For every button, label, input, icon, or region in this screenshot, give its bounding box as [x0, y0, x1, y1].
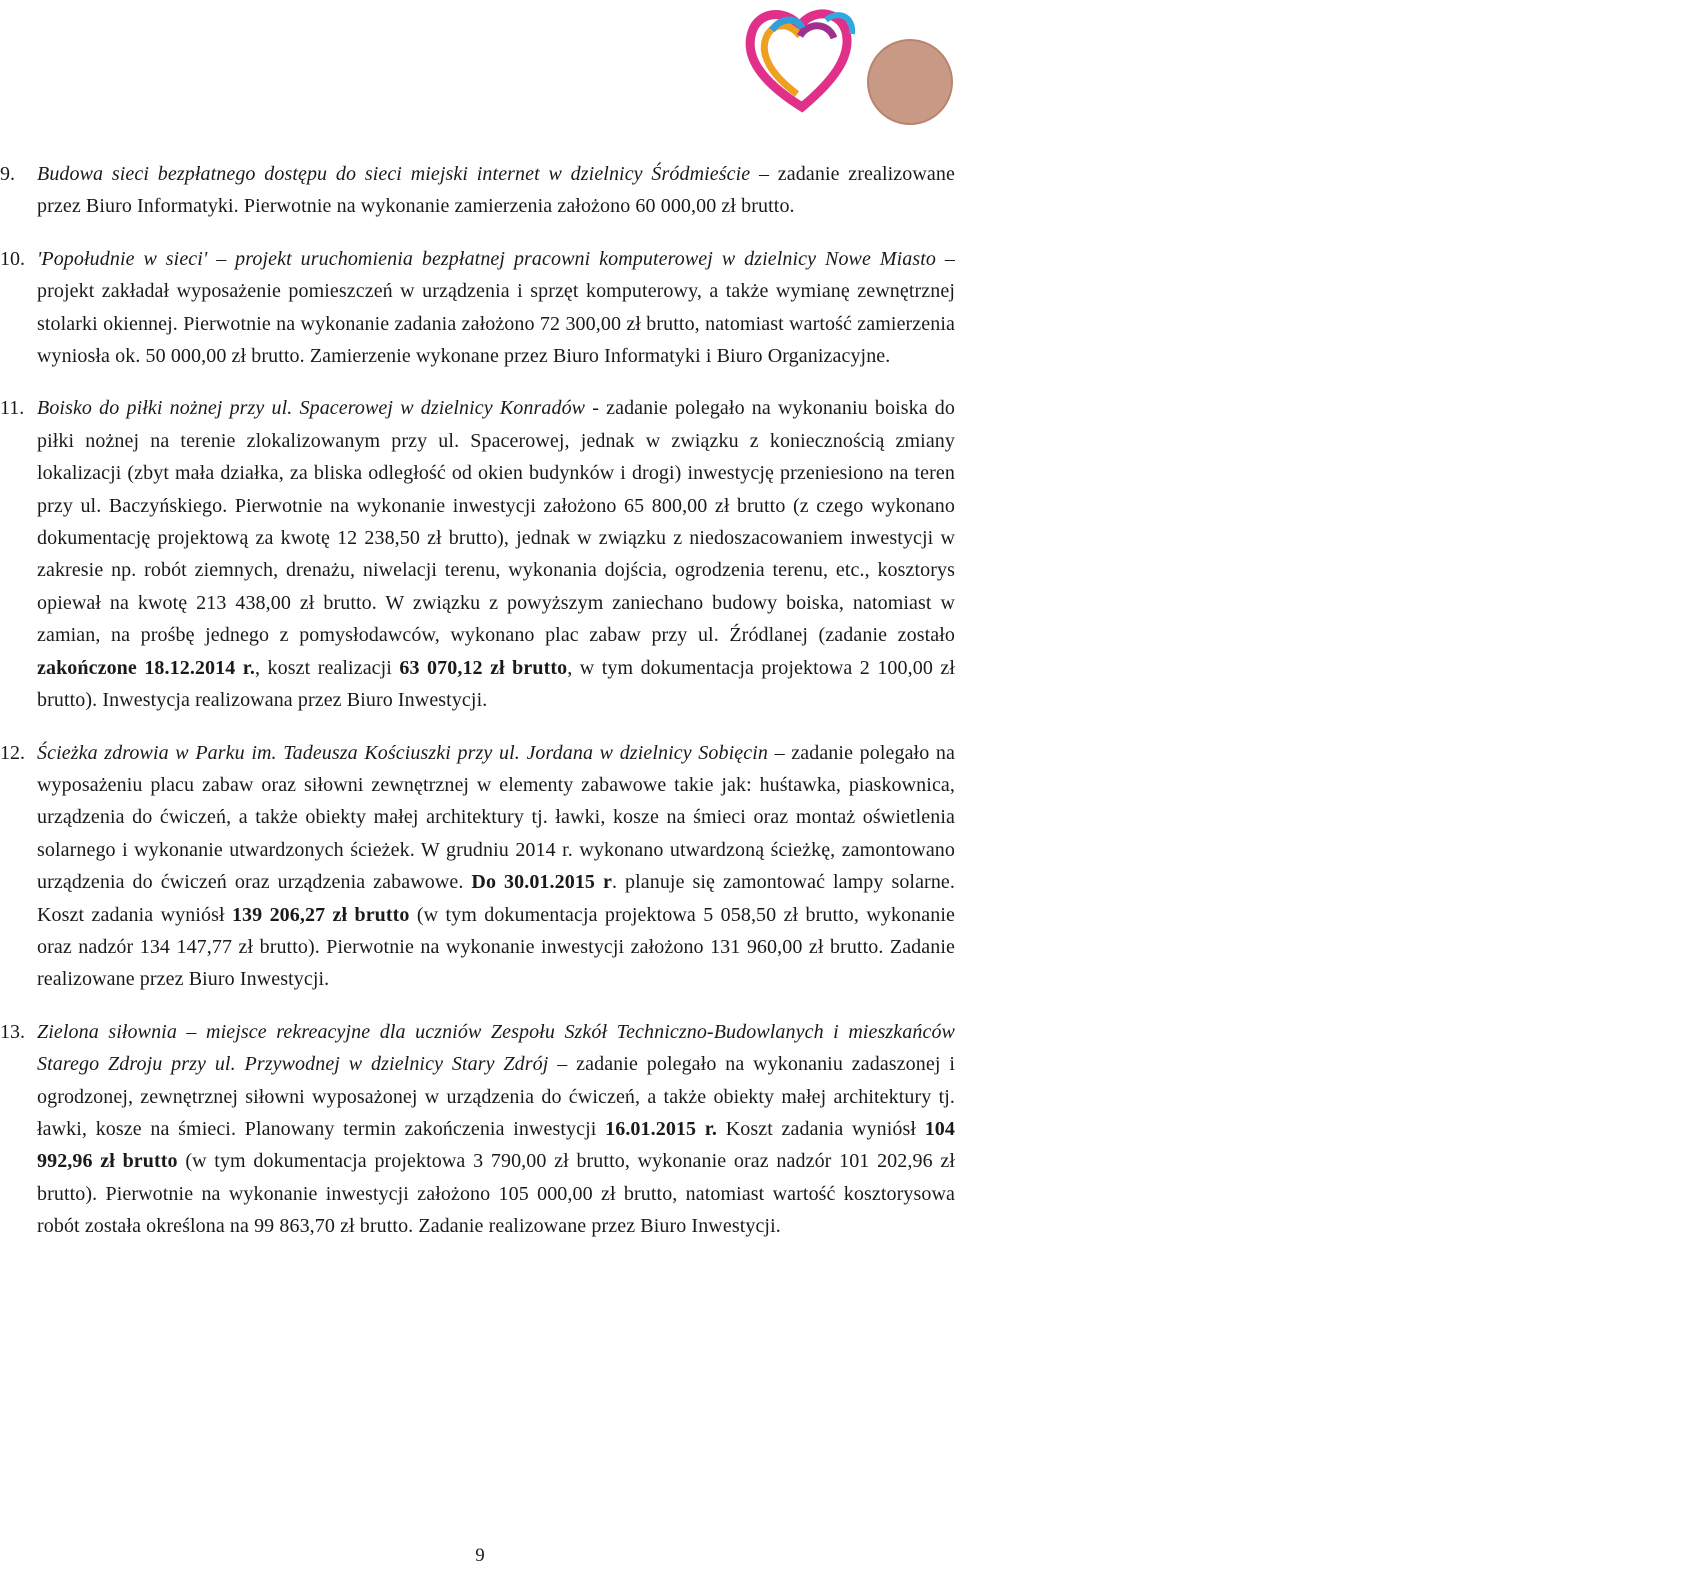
body-text: (w tym dokumentacja projektowa 3 790,00 zł brutto, wykonanie oraz nadzór 101 202,96 zł brutto). Pierwotnie na wykonanie inwestycji założono 105 000,00 zł brutto, natomiast wartość kosztorysowa robót została określona na 99 863,70 zł brutto. Zadanie realizowane przez Biuro Inwestycji. [37, 1150, 955, 1238]
logo-line-1: Wspólnota [1604, 64, 1669, 80]
list-item-13 [0, 1016, 955, 1243]
body-text: (w tym dokumentacja projektowa 5 058,50 zł brutto, wykonanie oraz nadzór 134 147,77 zł brutto). Pierwotnie na wykonanie inwestycji założono 131 960,00 zł brutto. Zadanie realizowane przez Biuro Inwestycji. [37, 903, 955, 991]
item-number: 10. [0, 247, 25, 270]
body-text: - zadanie polegało na wykonaniu boiska do piłki nożnej na terenie zlokalizowanym przy ul. Spacerowej, jednak w związku z koniecznością zmiany lokalizacji (zbyt mała działka, za bliska odległość od okien budynków i drogi) inwestycję przeniesiono na teren przy ul. Baczyńskiego. Pierwotnie na wykonanie inwestycji założono 65 800,00 zł brutto (z czego wykonano dokumentację projektową za kwotę 12 238,50 zł brutto), jednak w związku z niedoszacowaniem inwestycji w zakresie np. robót ziemnych, drenażu, niwelacji terenu, wykonania dojścia, ogrodzenia terenu, etc., kosztorys opiewał na kwotę 213 438,00 zł brutto. W związku z powyższym zaniechano budowy boiska, natomiast w zamian, na prośbę jednego z pomysłodawców, wykonano plac zabaw przy ul. Źródlanej (zadanie zostało [37, 397, 956, 647]
item-text [37, 158, 955, 223]
wspolnota-obywatelska-logo [742, 2, 1679, 124]
body-text: projekt zakładał wyposażenie pomieszczeń w urządzenia i sprzęt komputerowy, a także wymianę zewnętrznej stolarki okiennej. Pierwotnie na wykonanie zadania założono 72 300,00 zł brutto, natomiast wartość zamierzenia wyniosła ok. 50 000,00 zł brutto. Zamierzenie wykonane przez Biuro Informatyki i Biuro Organizacyjne. [37, 280, 955, 368]
page-number: 9 [475, 1545, 485, 1566]
emphasis-text: 16.01.2015 r. [605, 1117, 718, 1140]
list-item-10 [0, 243, 955, 373]
logo-line-2: obywatelska [1604, 81, 1679, 97]
item-number: 9. [0, 163, 15, 185]
list-item-9 [0, 158, 955, 223]
logo-wordmark [1604, 64, 1700, 98]
body-text: Koszt zadania wyniósł [717, 1117, 925, 1140]
item-text [37, 392, 955, 716]
list-item-12 [0, 737, 955, 996]
item-text [37, 737, 955, 996]
item-number: 13. [0, 1020, 25, 1043]
body-text: , koszt realizacji [255, 656, 400, 679]
heart-logo-icon [742, 2, 956, 124]
emphasis-text: Do 30.01.2015 r [471, 871, 612, 894]
item-title: Ścieżka zdrowia w Parku im. Tadeusza Kościuszki przy ul. Jordana w dzielnicy Sobięcin – [37, 741, 785, 764]
body-text: . planuje się zamontować lampy solarne. Koszt zadania wyniósł [37, 871, 955, 926]
item-title: 'Popołudnie w sieci' – projekt uruchomienia bezpłatnej pracowni komputerowej w dzielnicy Nowe Miasto – [37, 247, 955, 270]
emphasis-text: zakończone 18.12.2014 r. [37, 656, 255, 679]
item-title: Budowa sieci bezpłatnego dostępu do sieci miejski internet w dzielnicy Śródmieście – [37, 163, 770, 185]
item-number: 11. [0, 397, 25, 420]
item-number: 12. [0, 741, 25, 764]
item-text [37, 243, 955, 373]
item-title: Zielona siłownia – miejsce rekreacyjne dla uczniów Zespołu Szkół Techniczno-Budowlanych i mieszkańców Starego Zdroju przy ul. Przywodnej w dzielnicy Stary Zdrój [37, 1020, 955, 1076]
item-text [37, 1016, 955, 1243]
emphasis-text: 104 992,96 zł brutto [37, 1117, 955, 1173]
item-title: Boisko do piłki nożnej przy ul. Spacerowej w dzielnicy Konradów [37, 397, 586, 420]
body-text: , w tym dokumentacja projektowa 2 100,00 zł brutto). Inwestycja realizowana przez Biuro Inwestycji. [37, 656, 955, 712]
body-text: – zadanie polegało na wykonaniu zadaszonej i ogrodzonej, zewnętrznej siłowni wyposażonej w urządzenia do ćwiczeń, a także obiekty małej architektury tj. ławki, kosze na śmieci. Planowany termin zakończenia inwestycji [37, 1053, 955, 1140]
body-text: zadanie polegało na wyposażeniu placu zabaw oraz siłowni zewnętrznej w elementy zabawowe takie jak: huśtawka, piaskownica, urządzenia do ćwiczeń, a także obiekty małej architektury tj. ławki, kosze na śmieci oraz montaż oświetlenia solarnego i wykonanie utwardzonych ścieżek. W grudniu 2014 r. wykonano utwardzoną ścieżkę, zamontowano urządzenia do ćwiczeń oraz urządzenia zabawowe. [37, 741, 955, 894]
emphasis-text: 63 070,12 zł brutto [399, 656, 568, 679]
list-item-11 [0, 392, 955, 716]
emphasis-text: 139 206,27 zł brutto [231, 903, 410, 926]
document-body [0, 158, 955, 1263]
body-text: zadanie zrealizowane przez Biuro Informatyki. Pierwotnie na wykonanie zamierzenia założono 60 000,00 zł brutto. [37, 163, 955, 218]
